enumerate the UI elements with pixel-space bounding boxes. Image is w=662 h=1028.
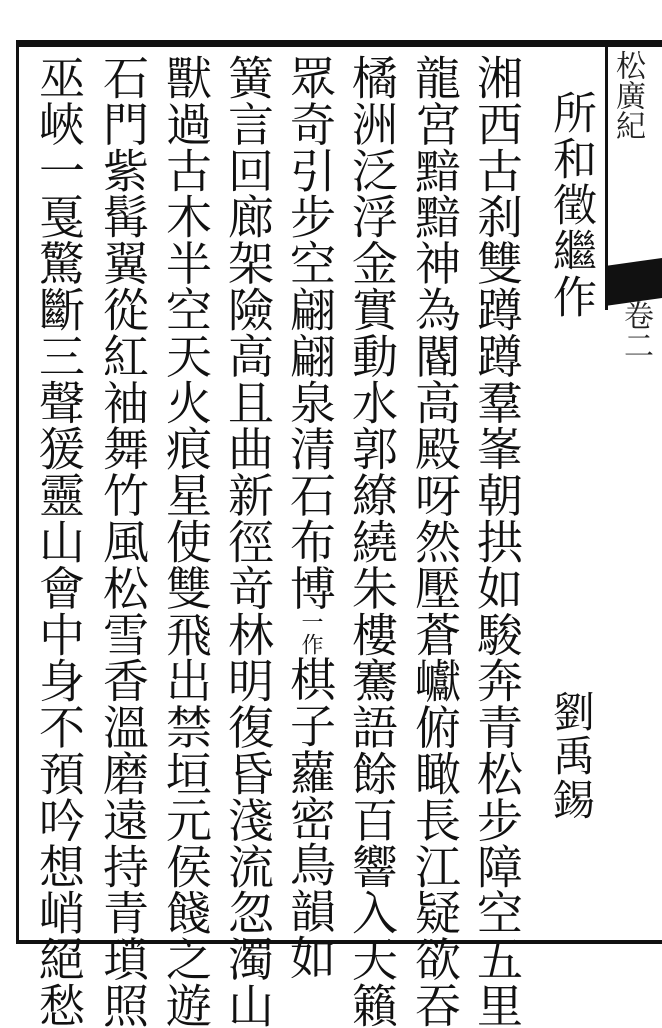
poem-line-3: 橘洲泛浮金實動水郭繚繞朱樓騫語餘百響入天籟 <box>345 54 399 1028</box>
folio-volume: 卷二 <box>618 300 653 360</box>
poem-line-4-head: 眾奇引步空翩翩泉清石布博 <box>283 54 337 611</box>
poem-author: 劉禹錫 <box>547 690 596 822</box>
poem-line-7: 石門紫髯翼從紅袖舞竹風松雪香溫磨遠持青瑣照 <box>96 54 150 1028</box>
poem-line-2: 龍宮黯黯神為閽高殿呀然壓蒼巘俯瞰長江疑欲吞 <box>408 54 462 1028</box>
frame-left-rule <box>16 40 19 944</box>
poem-line-5: 簧言回廊架險高且曲新徑竒林明復昏淺流忽濁山 <box>221 54 275 1028</box>
fold-black-band <box>605 258 662 306</box>
variant-note: 一作 <box>298 610 323 656</box>
poem-line-1: 湘西古刹雙蹲蹲羣峯朝拱如駿奔青松步障空五里 <box>470 54 524 1028</box>
poem-line-4-tail: 棋子蘿密鳥韻如 <box>283 655 337 981</box>
folio-book-title: 松廣紀 <box>610 50 645 140</box>
poem-title: 所和徵繼作 <box>545 90 596 320</box>
frame-top-rule <box>16 40 662 47</box>
poem-line-4 <box>283 54 337 981</box>
poem-line-8: 巫峽一戛驚斷三聲猨靈山會中身不預吟想峭絕愁 <box>32 54 86 1028</box>
poem-line-6: 獸過古木半空天火痕星使雙飛出禁垣元侯餞之遊 <box>159 54 213 1028</box>
